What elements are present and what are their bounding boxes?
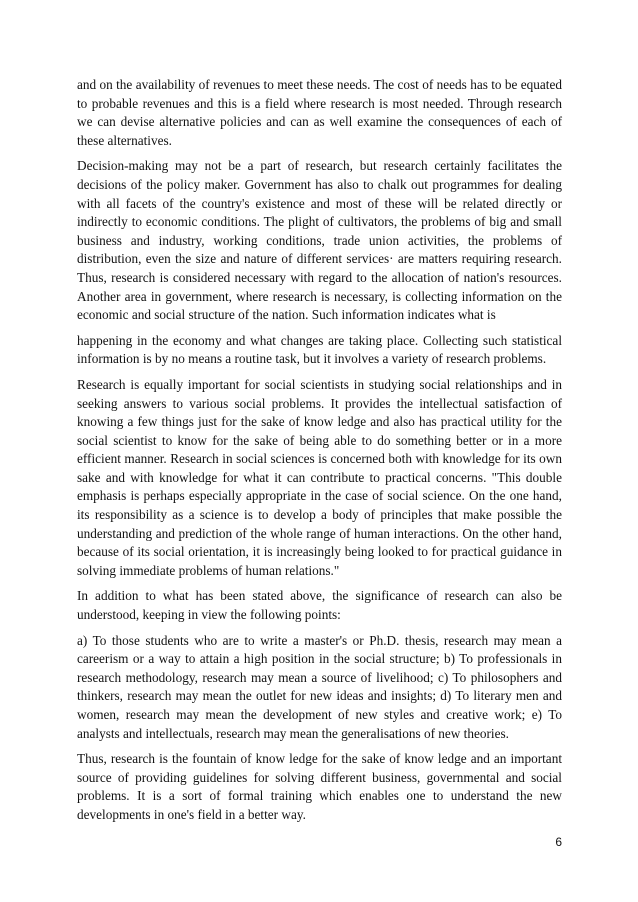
paragraph-decision-making: Decision-making may not be a part of research, but research certainly facilitates the decisions of the policy maker. Government has also to chalk out programmes for dealing with all facets of the country's existence and most of these will be related directly or indirectly to economic conditions. The plight of cultivators, the problems of big and small business and industry, working conditions, trade union activities, the problems of distribution, even the size and nature of different services· are matters requiring research. Thus, research is considered necessary with regard to the allocation of nation's resources. Another area in government, where research is necessary, is collecting information on the economic and social structure of the nation. Such information indicates what is xyxy=(77,158,562,323)
page-body xyxy=(77,76,562,832)
page-number: 6 xyxy=(555,835,562,849)
paragraph-revenues: and on the availability of revenues to meet these needs. The cost of needs has to be equated to probable revenues and this is a field where research is most needed. Through research we can devise alternative policies and can as well examine the consequences of each of these alternatives. xyxy=(77,77,562,148)
paragraph-significance-points: a) To those students who are to write a master's or Ph.D. thesis, research may mean a careerism or a way to attain a high position in the social structure; b) To professionals in research methodology, research may mean a source of livelihood; c) To philosophers and thinkers, research may mean the outlet for new ideas and insights; d) To literary men and women, research may mean the development of new styles and creative work; e) To analysts and intellectuals, research may mean the generalisations of new theories. xyxy=(77,632,562,741)
paragraph-economy-changes: happening in the economy and what changes are taking place. Collecting such statistical information is by no means a routine task, but it involves a variety of research problems. xyxy=(77,332,562,367)
paragraph-conclusion: Thus, research is the fountain of know ledge for the sake of know ledge and an important source of providing guidelines for solving different business, governmental and social problems. It is a sort of formal training which enables one to understand the new developments in one's field in a better way. xyxy=(77,751,562,822)
paragraph-significance-intro: In addition to what has been stated above, the significance of research can also be understood, keeping in view the following points: xyxy=(77,588,562,623)
paragraph-social-scientists: Research is equally important for social scientists in studying social relationships and in seeking answers to various social problems. It provides the intellectual satisfaction of knowing a few things just for the sake of know ledge and also has practical utility for the social scientist to know for the sake of being able to do something better or in a more efficient manner. Research in social sciences is concerned both with knowledge for its own sake and with knowledge for what it can contribute to practical concerns. "This double emphasis is perhaps especially appropriate in the case of social science. On the one hand, its responsibility as a science is to develop a body of principles that make possible the understanding and prediction of the whole range of human interactions. On the other hand, because of its social orientation, it is increasingly being looked to for practical guidance in solving immediate problems of human relations." xyxy=(77,376,562,578)
